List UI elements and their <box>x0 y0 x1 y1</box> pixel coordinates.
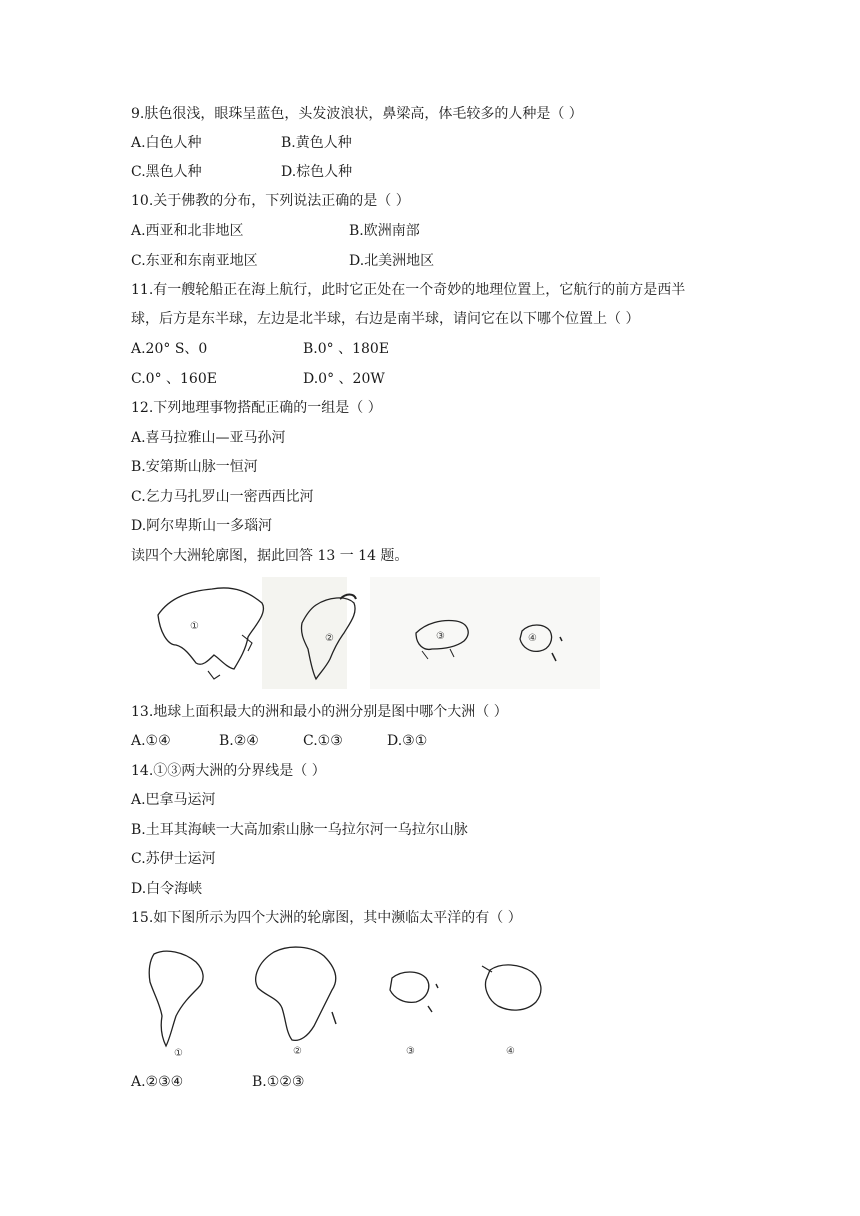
q12-option-a: A.喜马拉雅山—亚马孙河 <box>131 430 286 446</box>
q11-stem-line2: 球，后方是东半球，左边是北半球，右边是南半球，请问它在以下哪个位置上（ ） <box>131 311 640 327</box>
continent-outline-figure-1 <box>150 575 600 695</box>
q12-option-c: C.乞力马扎罗山一密西西比河 <box>131 489 314 505</box>
q14-option-d: D.白令海峡 <box>131 881 203 897</box>
svg-text:③: ③ <box>436 631 445 642</box>
q15-stem: 15.如下图所示为四个大洲的轮廓图，其中濒临太平洋的有（ ） <box>131 910 522 926</box>
q10-option-c: C.东亚和东南亚地区 <box>131 253 258 269</box>
q12-option-b: B.安第斯山脉一恒河 <box>131 459 258 475</box>
q12-stem: 12.下列地理事物搭配正确的一组是（ ） <box>131 400 382 416</box>
q11-options-row1 <box>131 339 731 359</box>
q10-options-row1 <box>131 221 731 241</box>
svg-text:②: ② <box>293 1046 302 1057</box>
svg-text:②: ② <box>325 633 334 644</box>
q10-options-row2 <box>131 251 731 271</box>
q9-options-row1 <box>131 133 731 153</box>
q11-option-a: A.20° S、0 <box>131 341 208 357</box>
q15-options-row <box>131 1072 731 1092</box>
q13-option-d: D.③① <box>387 733 428 749</box>
q14-stem: 14.①③两大洲的分界线是（ ） <box>131 763 326 779</box>
svg-text:④: ④ <box>506 1046 515 1057</box>
q11-option-b: B.0° 、180E <box>303 341 390 357</box>
q15-option-a: A.②③④ <box>131 1074 184 1090</box>
q9-option-a: A.白色人种 <box>131 135 202 151</box>
q13-14-intro: 读四个大洲轮廓图，据此回答 13 一 14 题。 <box>131 548 409 564</box>
q11-option-c: C.0° 、160E <box>131 371 217 387</box>
q9-option-d: D.棕色人种 <box>281 164 353 180</box>
q11-options-row2 <box>131 369 731 389</box>
q10-stem: 10.关于佛教的分布，下列说法正确的是（ ） <box>131 193 410 209</box>
q14-option-a: A.巴拿马运河 <box>131 792 216 808</box>
q10-option-d: D.北美洲地区 <box>349 253 435 269</box>
q13-options-row <box>131 731 731 751</box>
continent-outline-figure-2 <box>140 942 560 1062</box>
svg-text:③: ③ <box>406 1046 415 1057</box>
q11-option-d: D.0° 、20W <box>303 371 385 387</box>
q14-option-c: C.苏伊士运河 <box>131 851 216 867</box>
svg-text:①: ① <box>174 1048 183 1059</box>
q11-stem-line1: 11.有一艘轮船正在海上航行，此时它正处在一个奇妙的地理位置上，它航行的前方是西半 <box>131 282 686 298</box>
q13-stem: 13.地球上面积最大的洲和最小的洲分别是图中哪个大洲（ ） <box>131 704 508 720</box>
q10-option-a: A.西亚和北非地区 <box>131 223 244 239</box>
svg-text:①: ① <box>190 621 199 632</box>
q9-options-row2 <box>131 162 731 182</box>
q13-option-c: C.①③ <box>303 733 343 749</box>
q12-option-d: D.阿尔卑斯山一多瑙河 <box>131 518 273 534</box>
q9-option-c: C.黑色人种 <box>131 164 202 180</box>
svg-text:④: ④ <box>528 633 537 644</box>
q14-option-b: B.土耳其海峡一大高加索山脉一乌拉尔河一乌拉尔山脉 <box>131 822 468 838</box>
q13-option-b: B.②④ <box>219 733 259 749</box>
q9-option-b: B.黄色人种 <box>281 135 352 151</box>
q13-option-a: A.①④ <box>131 733 171 749</box>
q9-stem: 9.肤色很浅，眼珠呈蓝色，头发波浪状，鼻梁高，体毛较多的人种是（ ） <box>131 106 583 122</box>
q15-option-b: B.①②③ <box>252 1074 305 1090</box>
q10-option-b: B.欧洲南部 <box>349 223 420 239</box>
